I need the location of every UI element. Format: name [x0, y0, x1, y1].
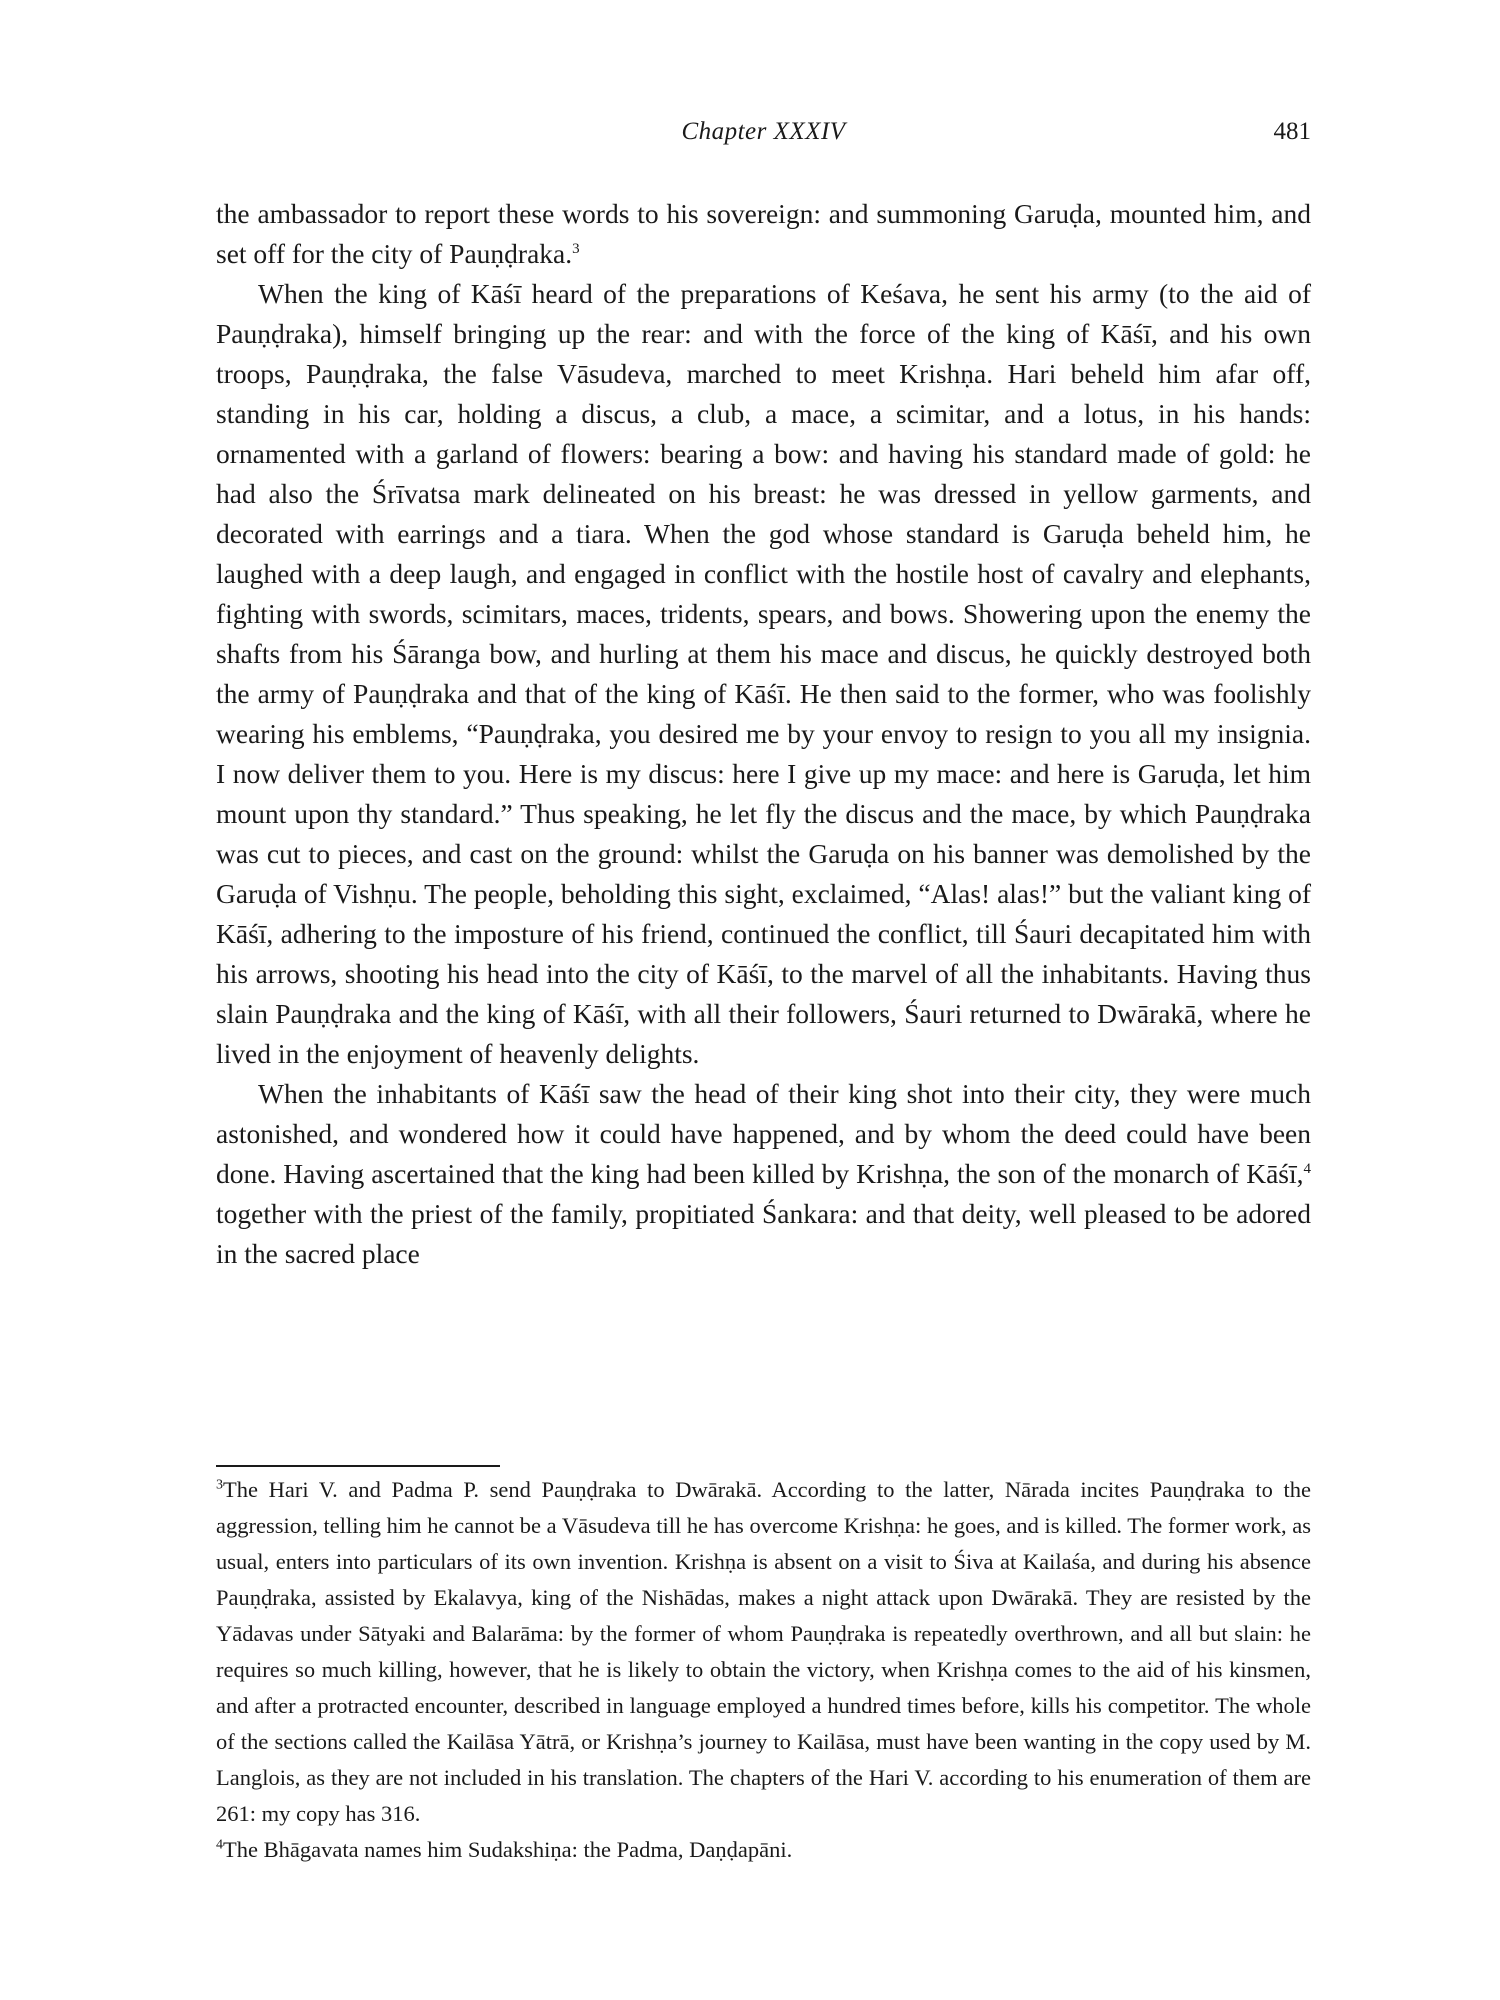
running-title: Chapter XXXIV: [681, 118, 846, 145]
main-text: [216, 194, 1311, 1274]
footnotes: [216, 1472, 1311, 1868]
footnote-ref-4: 4: [1303, 1160, 1311, 1177]
footnote-4-text: The Bhāgavata names him Sudakshiṇa: the Padma, Daṇḍapāni.: [223, 1837, 793, 1862]
paragraph-1-text: the ambassador to report these words to his sovereign: and summoning Garuḍa, mounted him, and set off for the city of Pauṇḍraka.: [216, 198, 1311, 269]
footnote-4-marker: 4: [216, 1837, 223, 1853]
page-number: 481: [1273, 118, 1311, 145]
running-head: [216, 118, 1311, 158]
footnote-4: [216, 1832, 1311, 1868]
footnote-3-marker: 3: [216, 1477, 223, 1493]
paragraph-1: [216, 194, 1311, 274]
footnote-ref-3: 3: [572, 240, 580, 257]
paragraph-3: [216, 1074, 1311, 1274]
paragraph-3-text-a: When the inhabitants of Kāśī saw the head of their king shot into their city, they were much astonished, and wondered how it could have happened, and by whom the deed could have been done. Having ascertained that the king had been killed by Krishṇa, the son of the monarch of Kāśī,: [216, 1078, 1311, 1189]
paragraph-2: When the king of Kāśī heard of the preparations of Keśava, he sent his army (to the aid of Pauṇḍraka), himself bringing up the rear: and with the force of the king of Kāśī, and his own troops, Pauṇḍraka, the false Vāsudeva, marched to meet Krishṇa. Hari beheld him afar off, standing in his car, holding a discus, a club, a mace, a scimitar, and a lotus, in his hands: ornamented with a garland of flowers: bearing a bow: and having his standard made of gold: he had also the Śrīvatsa mark delineated on his breast: he was dressed in yellow garments, and decorated with earrings and a tiara. When the god whose standard is Garuḍa beheld him, he laughed with a deep laugh, and engaged in conflict with the hostile host of cavalry and elephants, fighting with swords, scimitars, maces, tridents, spears, and bows. Showering upon the enemy the shafts from his Śāranga bow, and hurling at them his mace and discus, he quickly destroyed both the army of Pauṇḍraka and that of the king of Kāśī. He then said to the former, who was foolishly wearing his emblems, “Pauṇḍraka, you desired me by your envoy to resign to you all my insignia. I now deliver them to you. Here is my discus: here I give up my mace: and here is Garuḍa, let him mount upon thy standard.” Thus speaking, he let fly the discus and the mace, by which Pauṇḍraka was cut to pieces, and cast on the ground: whilst the Garuḍa on his banner was demolished by the Garuḍa of Vishṇu. The people, beholding this sight, exclaimed, “Alas! alas!” but the valiant king of Kāśī, adhering to the imposture of his friend, continued the conflict, till Śauri decapitated him with his arrows, shooting his head into the city of Kāśī, to the marvel of all the inhabitants. Having thus slain Pauṇḍraka and the king of Kāśī, with all their followers, Śauri returned to Dwārakā, where he lived in the enjoyment of heavenly delights.: [216, 278, 1311, 1069]
paragraph-3-text-b: together with the priest of the family, propitiated Śankara: and that deity, well pleased to be adored in the sacred place: [216, 1198, 1311, 1269]
footnote-rule: [216, 1465, 500, 1467]
footnote-3-text: The Hari V. and Padma P. send Pauṇḍraka to Dwārakā. According to the latter, Nārada incites Pauṇḍraka to the aggression, telling him he cannot be a Vāsudeva till he has overcome Krishṇa: he goes, and is killed. The former work, as usual, enters into particulars of its own invention. Krishṇa is absent on a visit to Śiva at Kailaśa, and during his absence Pauṇḍraka, assisted by Ekalavya, king of the Nishādas, makes a night attack upon Dwārakā. They are resisted by the Yādavas under Sātyaki and Balarāma: by the former of whom Pauṇḍraka is repeatedly overthrown, and all but slain: he requires so much killing, however, that he is likely to obtain the victory, when Krishṇa comes to the aid of his kinsmen, and after a protracted encounter, described in language employed a hundred times before, kills his competitor. The whole of the sections called the Kailāsa Yātrā, or Krishṇa’s journey to Kailāsa, must have been wanting in the copy used by M. Langlois, as they are not included in his translation. The chapters of the Hari V. according to his enumeration of them are 261: my copy has 316.: [216, 1477, 1311, 1826]
footnote-3: [216, 1472, 1311, 1832]
